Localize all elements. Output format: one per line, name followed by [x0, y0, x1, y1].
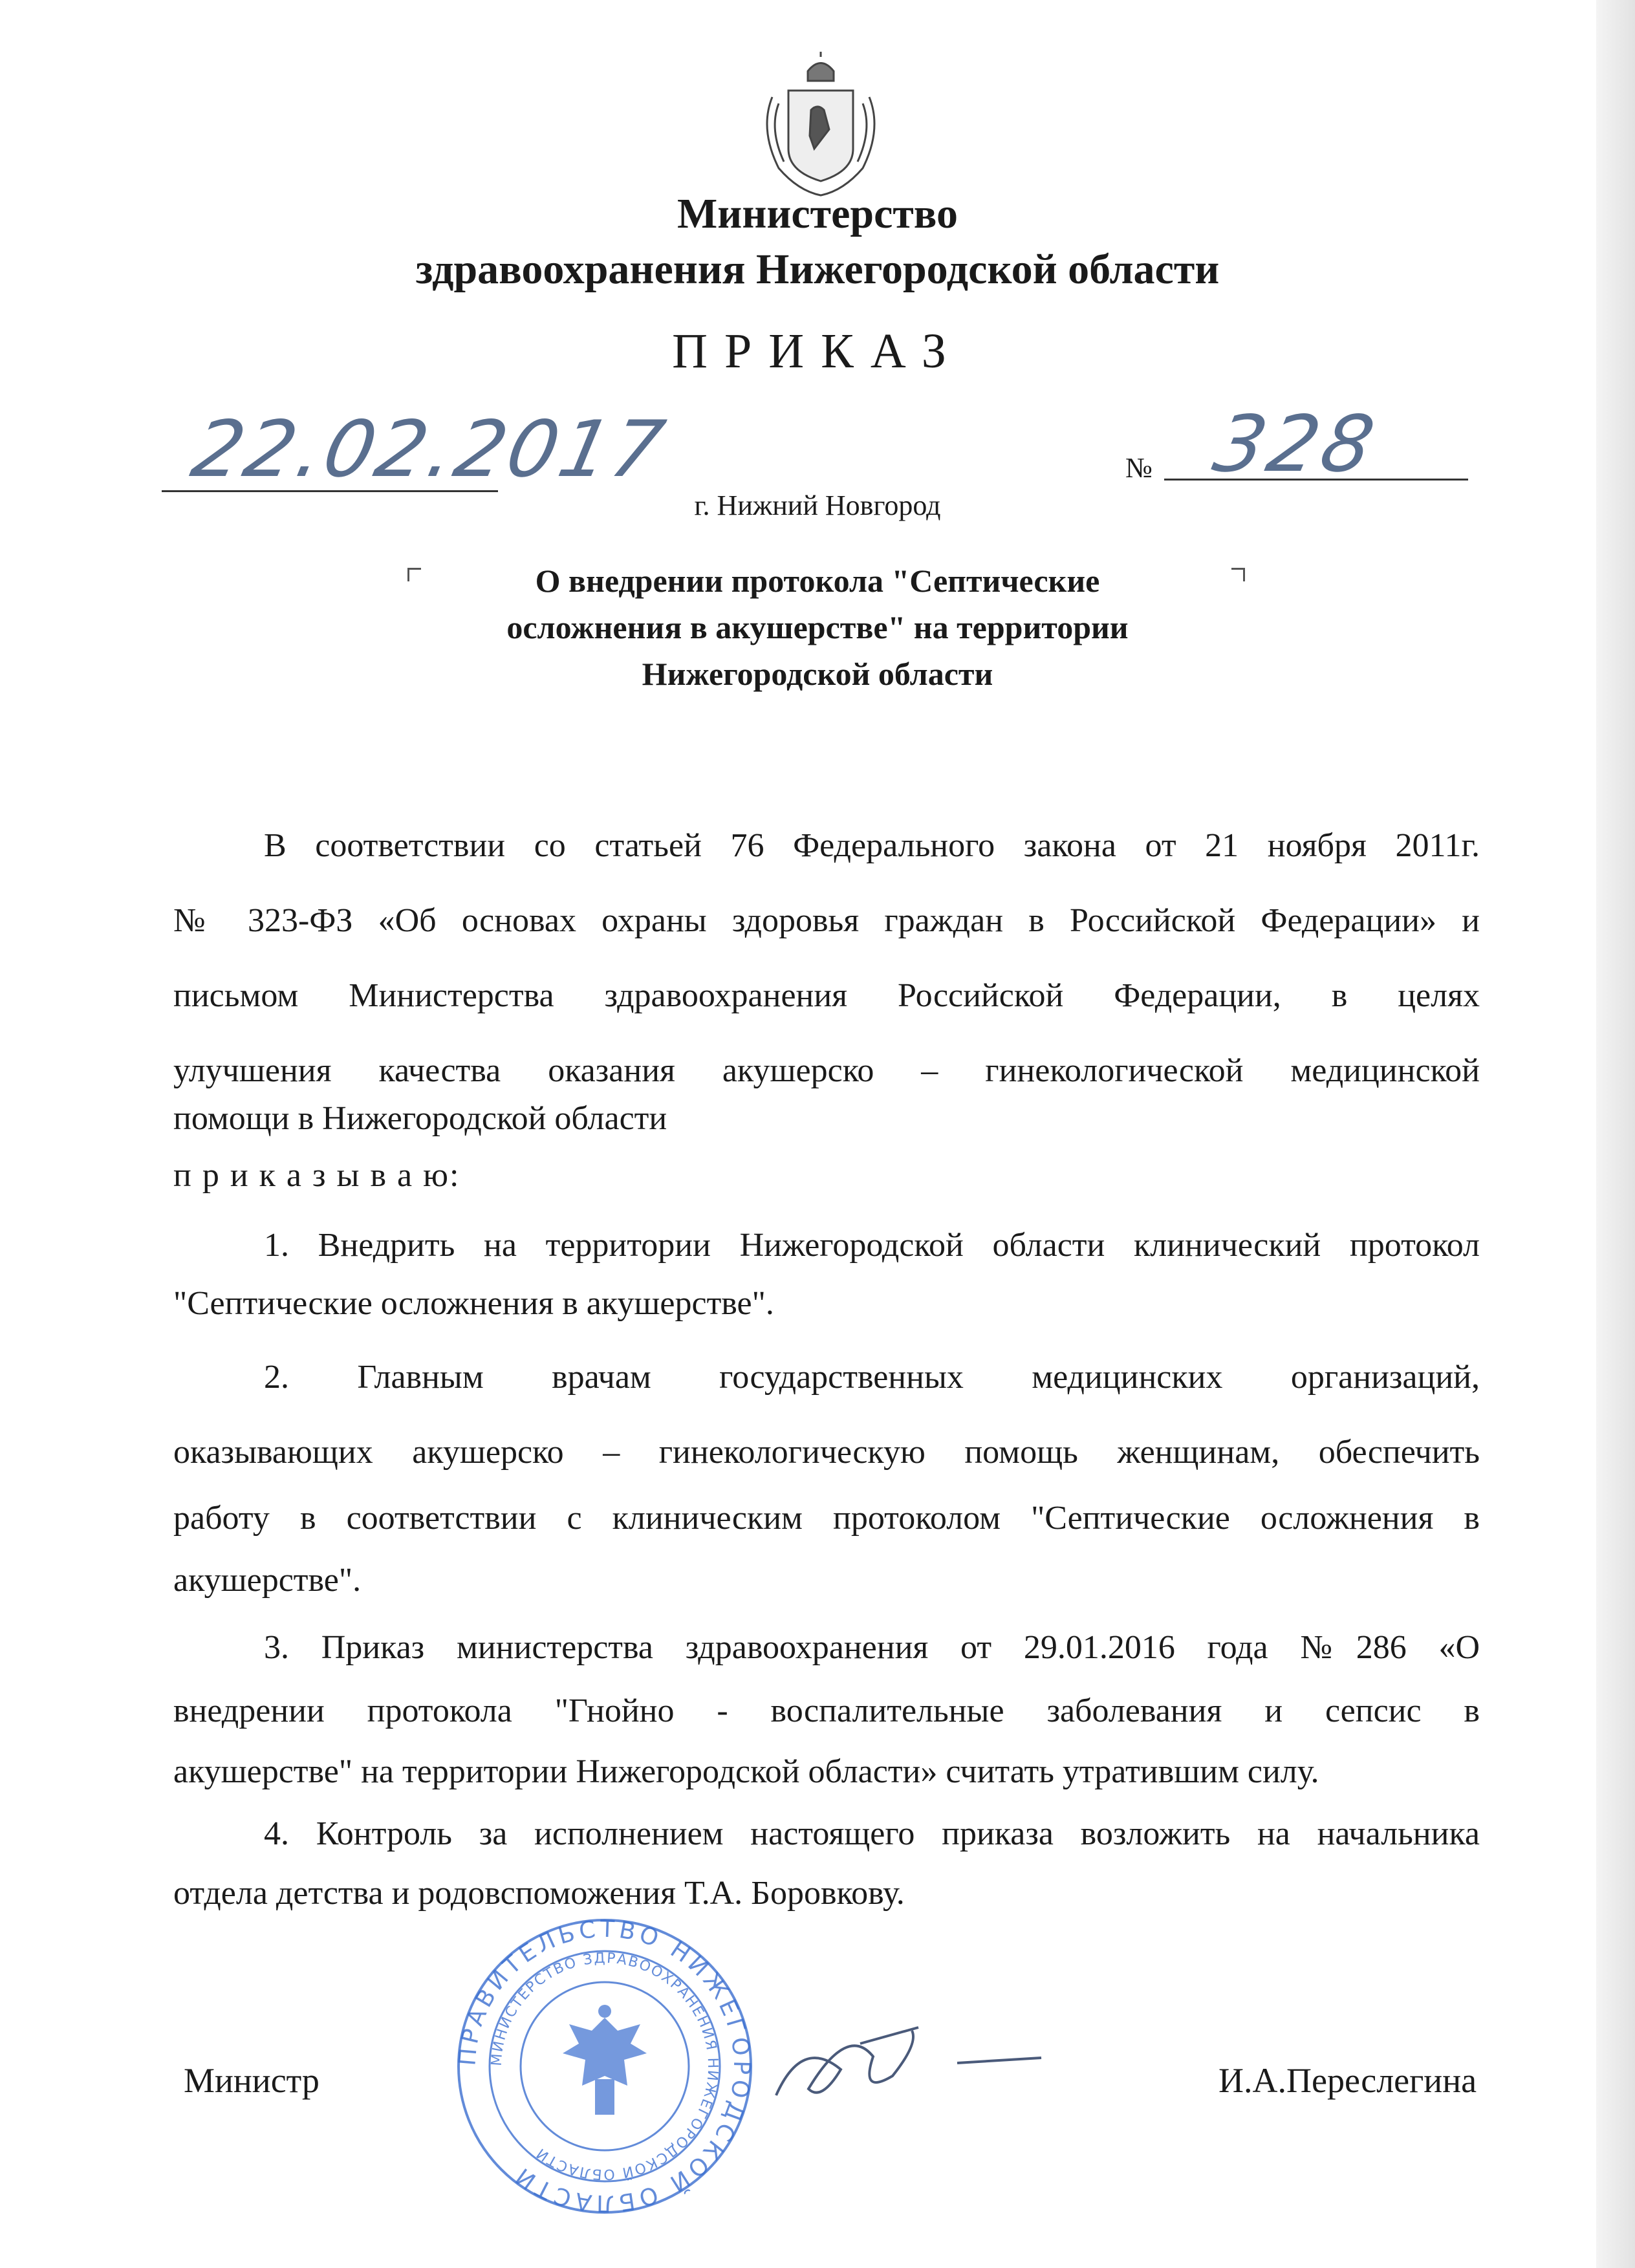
subject-line-3: Нижегородской области	[642, 656, 993, 692]
subject-line-1: О внедрении протокола "Септические	[535, 563, 1100, 599]
number-label: №	[1125, 452, 1153, 484]
stamp-outer-text: ПРАВИТЕЛЬСТВО НИЖЕГОРОДСКОЙ ОБЛАСТИ	[454, 1916, 755, 2217]
body-line: В соответствии со статьей 76 Федерального закона от 21 ноября 2011г.	[264, 827, 1480, 864]
subject-bracket-right	[1231, 568, 1245, 581]
handwritten-number: 328	[1206, 400, 1385, 490]
number-underline	[1164, 479, 1468, 481]
body-line: акушерстве" на территории Нижегородской области» считать утратившим силу.	[173, 1753, 1319, 1790]
ministry-line-2: здравоохранения Нижегородской области	[415, 246, 1220, 293]
body-line: письмом Министерства здравоохранения Российской Федерации, в целях	[173, 977, 1480, 1014]
body-line: отдела детства и родовспоможения Т.А. Боровкову.	[173, 1875, 905, 1912]
double-headed-eagle-icon	[563, 2005, 647, 2115]
handwritten-date: 22.02.2017	[184, 405, 674, 495]
body-line-order-word: п р и к а з ы в а ю:	[173, 1157, 460, 1194]
body-line: оказывающих акушерско – гинекологическую помощь женщинам, обеспечить	[173, 1434, 1480, 1471]
body-line: 3. Приказ министерства здравоохранения от 29.01.2016 года №286 «О	[264, 1629, 1480, 1666]
signatory-name: И.А.Переслегина	[1218, 2061, 1477, 2100]
stamp-inner-text: МИНИСТЕРСТВО ЗДРАВООХРАНЕНИЯ НИЖЕГОРОДСКОЙ ОБЛАСТИ	[488, 1950, 721, 2183]
city-line: г. Нижний Новгород	[694, 490, 941, 521]
scan-edge	[1596, 0, 1635, 2268]
document-type-heading: ПРИКАЗ	[672, 324, 963, 378]
coat-of-arms-emblem	[753, 52, 889, 200]
subject-line-2: осложнения в акушерстве" на территории	[506, 609, 1129, 645]
handwritten-signature	[763, 1998, 1048, 2115]
official-stamp	[453, 1914, 757, 2218]
body-line: № 323-ФЗ «Об основах охраны здоровья граждан в Российской Федерации» и	[173, 902, 1480, 939]
body-line: акушерстве".	[173, 1562, 362, 1599]
body-line: улучшения качества оказания акушерско – гинекологической медицинской	[173, 1052, 1480, 1089]
subject-block	[414, 557, 1221, 697]
date-underline	[162, 490, 498, 492]
body-line: 1. Внедрить на территории Нижегородской области клинический протокол	[264, 1227, 1480, 1264]
body-line: работу в соответствии с клиническим протоколом "Септические осложнения в	[173, 1500, 1480, 1537]
body-line: внедрении протокола "Гнойно - воспалительные заболевания и сепсис в	[173, 1692, 1480, 1729]
body-line: 2. Главным врачам государственных медицинских организаций,	[264, 1359, 1480, 1396]
body-line: "Септические осложнения в акушерстве".	[173, 1285, 774, 1322]
ministry-title	[259, 186, 1376, 297]
body-line: помощи в Нижегородской области	[173, 1100, 667, 1137]
body-line: 4. Контроль за исполнением настоящего приказа возложить на начальника	[264, 1815, 1480, 1852]
ministry-line-1: Министерство	[677, 190, 958, 237]
signatory-position: Министр	[184, 2061, 319, 2100]
